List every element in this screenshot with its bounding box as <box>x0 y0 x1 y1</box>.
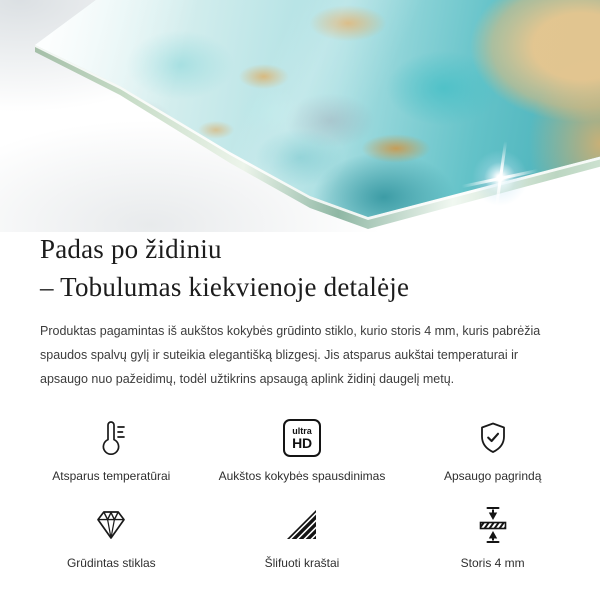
ultra-hd-badge-bottom: HD <box>292 434 312 451</box>
page-title-line2: – Tobulumas kiekvienoje detalėje <box>40 272 410 302</box>
product-hero-image <box>0 0 600 232</box>
feature-label: Apsaugo pagrindą <box>443 469 542 483</box>
feature-label: Šlifuoti kraštai <box>264 556 340 570</box>
feature-item-thickness <box>397 502 588 571</box>
page-title <box>40 230 564 306</box>
feature-item-print-quality <box>207 415 398 484</box>
feature-label: Grūdintas stiklas <box>66 556 156 570</box>
feature-label: Aukštos kokybės spausdinimas <box>218 469 386 483</box>
feature-item-polished-edges <box>207 502 398 571</box>
ultra-hd-badge-top: ultra <box>292 425 312 436</box>
feature-item-heat-resistant <box>16 415 207 484</box>
thermometer-icon <box>91 415 131 461</box>
feature-label: Atsparus temperatūrai <box>52 469 171 483</box>
thickness-compress-icon <box>473 502 513 548</box>
ultra-hd-icon <box>283 415 321 461</box>
shield-check-icon <box>473 415 513 461</box>
product-description-section <box>40 230 564 571</box>
feature-item-tempered-glass <box>16 502 207 571</box>
polished-edges-icon <box>282 502 322 548</box>
feature-item-base-protection <box>397 415 588 484</box>
feature-label: Storis 4 mm <box>460 556 525 570</box>
diamond-icon <box>91 502 131 548</box>
product-description-text: Produktas pagamintas iš aukštos kokybės grūdinto stiklo, kurio storis 4 mm, kuris pabrėžia spaudos spalvų gylį ir suteikia elegantišką blizgesį. Jis atsparus aukštai temperaturai ir apsaugo nuo pažeidimų, todėl užtikrins apsaugą aplink židinį daugelį metų. <box>40 324 541 386</box>
page-title-line1: Padas po židiniu <box>40 234 222 264</box>
features-grid <box>16 415 588 571</box>
